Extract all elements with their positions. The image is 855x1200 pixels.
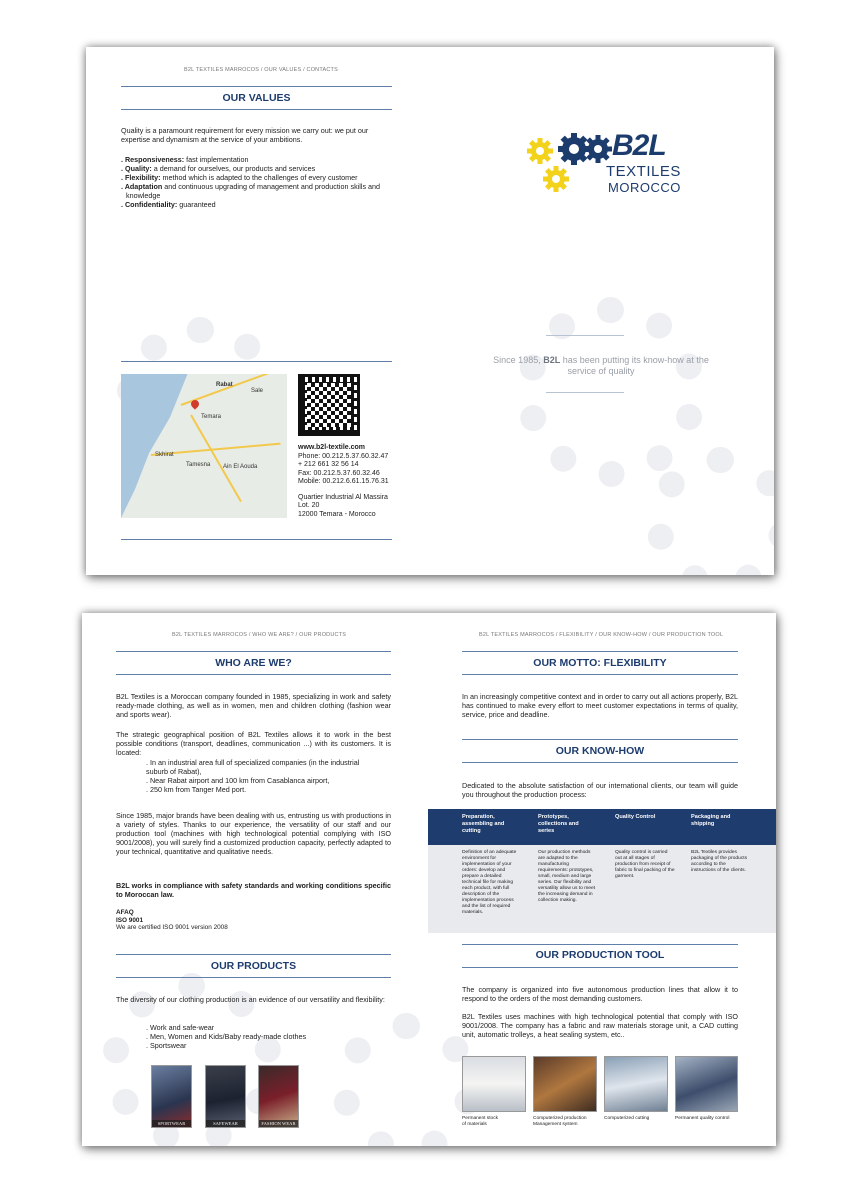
product-item: . Men, Women and Kids/Baby ready-made clothes	[146, 1032, 307, 1041]
process-column-head: Packaging and shipping	[691, 814, 731, 827]
company-logo	[526, 127, 681, 199]
process-column-head: Prototypes, collections and series	[538, 814, 579, 834]
process-column-body: Quality control is carried out at all stages of production from receipt of fabric to final packing of the garment.	[615, 850, 675, 879]
values-title: OUR VALUES	[222, 92, 291, 104]
motto-title: OUR MOTTO: FLEXIBILITY	[533, 657, 667, 669]
phone-alt: + 212 661 32 56 14	[298, 461, 359, 468]
knowhow-title: OUR KNOW-HOW	[555, 745, 645, 757]
divider	[121, 86, 392, 87]
tool-p2: B2L Textiles uses machines with high technological potential that comply with ISO 9001/2008. The company has a fabric and raw materials storage unit, a CAD cutting unit, automatic trolleys, a heat sealing system, etc..	[462, 1012, 738, 1039]
location-item: . 250 km from Tanger Med port.	[146, 785, 247, 794]
photo-sportwear	[151, 1065, 192, 1128]
values-item: . Confidentiality: guaranteed	[121, 200, 216, 209]
divider	[116, 674, 391, 675]
photo-cutting	[604, 1056, 668, 1112]
tool-p1: The company is organized into five autonomous production lines that allow it to respond to the orders of the most demanding customers.	[462, 985, 738, 1003]
breadcrumb: B2L TEXTILES MARROCOS / OUR VALUES / CONTACTS	[184, 67, 338, 73]
cert-note: We are certified ISO 9001 version 2008	[116, 924, 228, 931]
photo-quality	[675, 1056, 738, 1112]
knowhow-text: Dedicated to the absolute satisfaction of our international clients, our team will guide you throughout the production process:	[462, 781, 738, 799]
product-item: . Work and safe-wear	[146, 1023, 215, 1032]
divider	[121, 109, 392, 110]
values-intro: Quality is a paramount requirement for every mission we carry out: we put our expertise and dynamism at the service of your ambitions.	[121, 126, 369, 144]
map-city: Sale	[251, 388, 264, 394]
process-column-body: Our production methods are adapted to the manufacturing requirements: prototypes, small, medium and large series. Our flexibility and versatility allow us to meet the increasing demand in collection making.	[538, 850, 596, 903]
divider	[121, 539, 392, 540]
mobile: Mobile: 00.212.6.61.15.76.31	[298, 478, 389, 485]
values-item: . Adaptation and continuous upgrading of management and production skills and knowledge	[121, 182, 381, 200]
photo-production	[533, 1056, 597, 1112]
motto-text: In an increasingly competitive context and in order to carry out all actions properly, B2L has continued to make every effort to meet customer expectations in terms of quality, service, price and deadline.	[462, 692, 738, 719]
process-column-body: B2L Textiles provides packaging of the products according to the instructions of the clients.	[691, 850, 748, 873]
process-column-body: Definition of an adequate environment for implementation of your orders: develop and prepare a detailed technical file for making each product, with full description of the implementation process and the list of required materials.	[462, 850, 517, 915]
breadcrumb: B2L TEXTILES MARROCOS / FLEXIBILITY / OUR KNOW-HOW / OUR PRODUCTION TOOL	[479, 632, 724, 638]
divider	[116, 977, 391, 978]
contact-info	[298, 444, 389, 519]
products-list	[116, 1023, 391, 1050]
process-table	[428, 809, 776, 933]
who-locations	[116, 758, 391, 794]
products-intro: The diversity of our clothing production is an evidence of our versatility and flexibility:	[116, 995, 385, 1004]
map-city: Tamesna	[186, 462, 211, 468]
address-line: Quartier Industrial Al Massira	[298, 493, 388, 501]
address-line: Lot. 20	[298, 502, 320, 509]
fax: Fax: 00.212.5.37.60.32.46	[298, 469, 380, 477]
process-column-head: Quality Control	[615, 814, 656, 820]
logo-line2: MOROCCO	[608, 180, 681, 195]
map-road	[190, 415, 242, 503]
divider	[116, 954, 391, 955]
qr-code-icon[interactable]	[298, 374, 360, 436]
logo-brand: B2L	[612, 129, 666, 162]
divider	[546, 335, 624, 336]
location-item: . Near Rabat airport and 100 km from Casablanca airport,	[146, 776, 330, 785]
divider	[462, 944, 738, 945]
divider	[462, 967, 738, 968]
who-p3: Since 1985, major brands have been dealing with us, entrusting us with productions in a variety of styles. Thanks to our experience, the versatility of our staff and our production tool (machines with high technological potential complying with ISO 9001/2008), you will surely find a customized production capacity, perfectly adapted to your technical, quantitative and qualitative needs.	[116, 811, 391, 856]
values-item: . Responsiveness: fast implementation	[121, 155, 249, 164]
photo-fashionwear	[258, 1065, 299, 1128]
values-item: . Quality: a demand for ourselves, our products and services	[121, 164, 316, 173]
photo-caption: Permanent quality control	[675, 1116, 730, 1121]
divider	[116, 651, 391, 652]
tagline: Since 1985, B2L has been putting its know-how at the service of quality	[493, 355, 709, 376]
photo-caption: SAFEWEAR	[206, 1120, 245, 1127]
product-item: . Sportswear	[146, 1041, 187, 1050]
map-city: Rabat	[216, 382, 233, 388]
photo-caption: FASHION WEAR	[259, 1120, 298, 1127]
phone: Phone: 00.212.5.37.60.32.47	[298, 452, 389, 460]
address-line: 12000 Temara - Morocco	[298, 510, 376, 518]
brochure-spread-inside	[82, 613, 776, 1146]
tool-title: OUR PRODUCTION TOOL	[535, 949, 665, 961]
logo-line1: TEXTILES	[606, 163, 681, 180]
divider	[462, 674, 738, 675]
certifications	[116, 909, 391, 932]
who-title: WHO ARE WE?	[215, 657, 292, 669]
photo-caption: Computerized cutting	[604, 1116, 650, 1121]
photo-safewear	[205, 1065, 246, 1128]
values-item: . Flexibility: method which is adapted to the challenges of every customer	[121, 173, 358, 182]
brochure-page-values-contacts	[86, 47, 774, 575]
map-sea	[121, 374, 191, 518]
process-column-head: Preparation, assembling and cutting	[462, 814, 505, 834]
map-city: Skhirat	[155, 452, 174, 458]
divider	[121, 361, 392, 362]
photo-caption: SPORTWEAR	[152, 1120, 191, 1127]
products-title: OUR PRODUCTS	[210, 960, 297, 972]
location-item: . In an industrial area full of specialized companies (in the industrial suburb of Rabat),	[146, 758, 360, 776]
map-city: Temara	[201, 414, 222, 420]
photo-stock	[462, 1056, 526, 1112]
who-p1: B2L Textiles is a Moroccan company founded in 1985, specializing in work and safety ready-made clothing, as well as in women, men and children clothing (fashion wear and sports wear).	[116, 692, 391, 719]
who-p4: B2L works in compliance with safety standards and working conditions specific to Moroccan law.	[116, 881, 391, 899]
divider	[462, 739, 738, 740]
who-p2: The strategic geographical position of B2L Textiles allows it to work in the best possible conditions (transport, deadlines, communication ...) with its customers. It is located:	[116, 730, 391, 757]
website-link[interactable]: www.b2l-textile.com	[298, 444, 366, 451]
cert-afaq: AFAQ	[116, 909, 134, 916]
location-map[interactable]	[121, 374, 287, 518]
map-city: Ain El Aouda	[223, 464, 258, 470]
photo-caption: Permanent stock of materials	[462, 1116, 498, 1127]
divider	[462, 651, 738, 652]
divider	[462, 762, 738, 763]
photo-caption: Computerized production Management system	[533, 1116, 587, 1127]
divider	[546, 392, 624, 393]
breadcrumb: B2L TEXTILES MARROCOS / WHO WE ARE? / OUR PRODUCTS	[172, 632, 347, 638]
values-list	[121, 155, 393, 209]
cert-iso: ISO 9001	[116, 916, 144, 924]
